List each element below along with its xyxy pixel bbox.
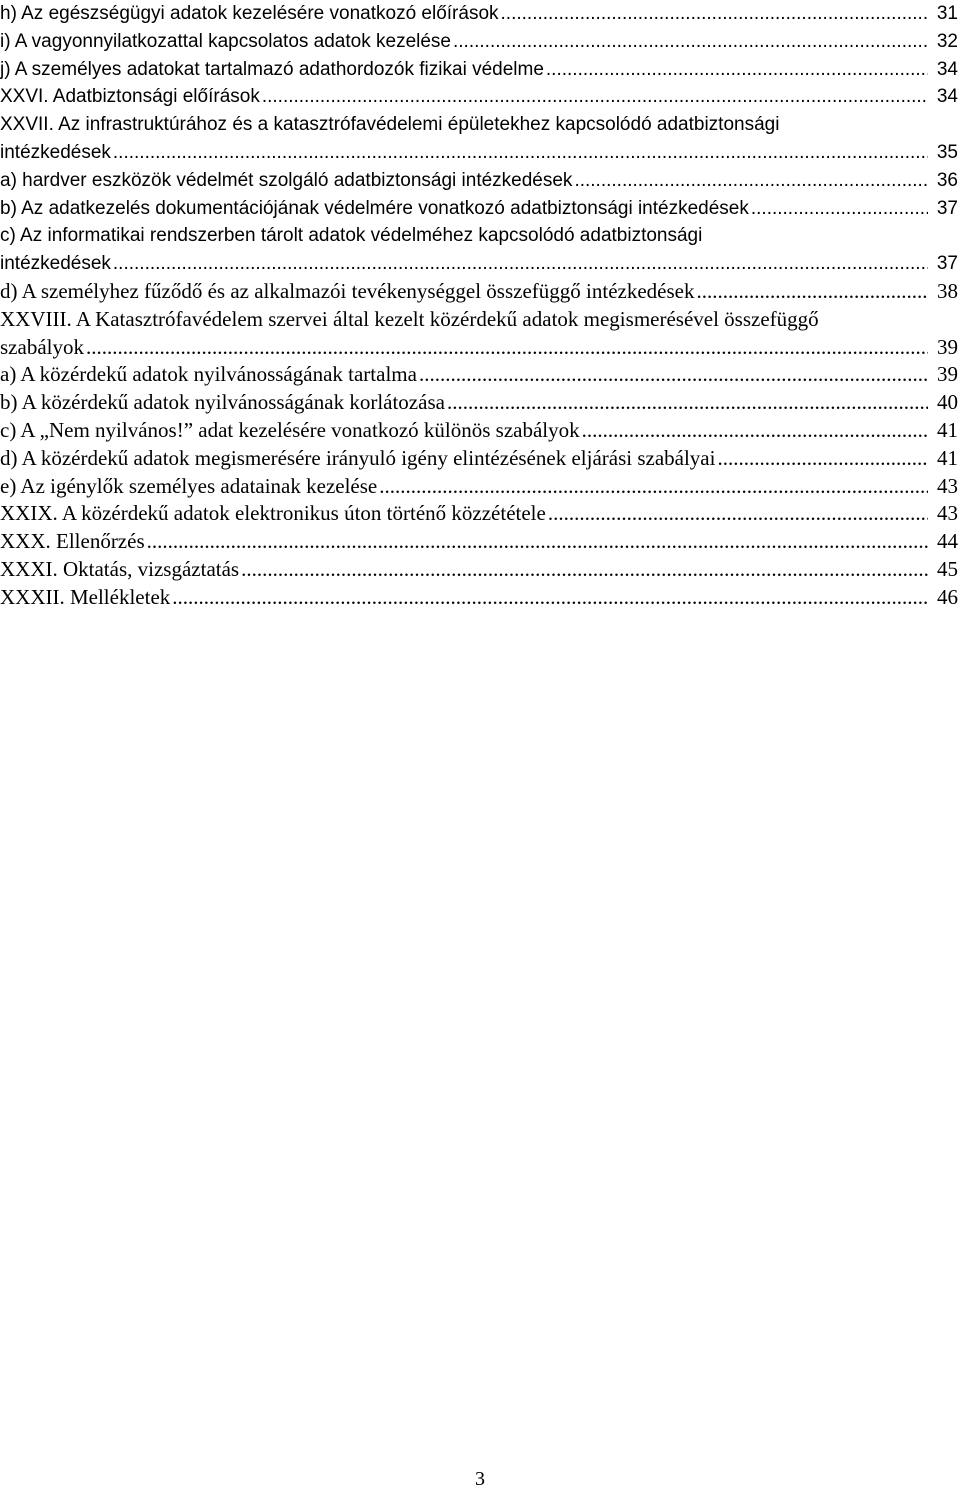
toc-entry-title-continued: intézkedések — [0, 141, 111, 163]
toc-entry-page: 44 — [937, 529, 958, 554]
toc-leader-dots — [262, 83, 928, 111]
toc-entry[interactable] — [0, 111, 960, 167]
toc-entry-title: XXVII. Az infrastruktúrához és a katasztrófavédelemi épületekhez kapcsolódó adatbiztonsági — [0, 114, 780, 136]
page-number: 3 — [475, 1468, 485, 1490]
toc-entry[interactable] — [0, 56, 960, 84]
toc-entry-page: 37 — [936, 253, 958, 275]
toc-leader-dots — [546, 56, 928, 84]
toc-leader-dots — [147, 528, 928, 556]
toc-entry-title: j) A személyes adatokat tartalmazó adathordozók fizikai védelme — [0, 58, 544, 80]
toc-leader-dots — [751, 195, 928, 223]
toc-entry-title: XXVIII. A Katasztrófavédelem szervei által kezelt közérdekű adatok megismerésével összefüggő — [0, 306, 819, 331]
toc-entry-page: 43 — [937, 473, 958, 498]
toc-entry[interactable] — [0, 445, 960, 473]
toc-leader-dots — [379, 473, 928, 501]
toc-entry-title: b) A közérdekű adatok nyilvánosságának korlátozása — [0, 390, 445, 415]
toc-entry-title-continued: szabályok — [0, 334, 84, 359]
toc-entry[interactable] — [0, 417, 960, 445]
toc-entry-page: 41 — [937, 417, 958, 442]
toc-entry-page: 40 — [937, 390, 958, 415]
toc-entry[interactable] — [0, 28, 960, 56]
toc-entry-title: XXX. Ellenőrzés — [0, 529, 145, 554]
toc-entry-page: 31 — [936, 3, 958, 24]
toc-leader-dots — [574, 167, 928, 195]
toc-entry-page: 35 — [936, 141, 958, 163]
toc-entry[interactable] — [0, 167, 960, 195]
toc-entry-line — [0, 334, 960, 362]
toc-entry-page: 34 — [936, 86, 958, 108]
toc-entry[interactable] — [0, 306, 960, 362]
toc-entry-title: b) Az adatkezelés dokumentációjának védelmére vonatkozó adatbiztonsági intézkedések — [0, 197, 749, 219]
toc-leader-dots — [113, 250, 928, 278]
toc-entry[interactable] — [0, 473, 960, 501]
toc-entry-title: a) A közérdekű adatok nyilvánosságának tartalma — [0, 362, 417, 387]
toc-leader-dots — [582, 417, 928, 445]
toc-leader-dots — [172, 584, 928, 612]
toc-entry-page: 41 — [937, 445, 958, 470]
toc-entry[interactable] — [0, 83, 960, 111]
toc-entry-title: a) hardver eszközök védelmét szolgáló adatbiztonsági intézkedések — [0, 169, 573, 191]
toc-entry[interactable] — [0, 195, 960, 223]
toc-entry[interactable] — [0, 389, 960, 417]
toc-entry-line — [0, 306, 960, 334]
toc-entry-title: c) Az informatikai rendszerben tárolt adatok védelméhez kapcsolódó adatbiztonsági — [0, 225, 703, 247]
toc-leader-dots — [419, 361, 928, 389]
toc-leader-dots — [453, 28, 928, 56]
toc-entry-title: d) A közérdekű adatok megismerésére irányuló igény elintézésének eljárási szabályai — [0, 445, 716, 470]
toc-entry-title: XXXII. Mellékletek — [0, 584, 171, 609]
toc-entry-title: XXVI. Adatbiztonsági előírások — [0, 86, 260, 108]
toc-entry-title: i) A vagyonnyilatkozattal kapcsolatos adatok kezelése — [0, 30, 451, 52]
table-of-contents — [0, 0, 960, 612]
toc-leader-dots — [86, 334, 928, 362]
toc-entry-page: 39 — [937, 334, 958, 359]
toc-leader-dots — [241, 556, 928, 584]
toc-entry[interactable] — [0, 222, 960, 278]
toc-leader-dots — [447, 389, 928, 417]
toc-leader-dots — [113, 139, 928, 167]
toc-entry-line — [0, 111, 960, 139]
toc-leader-dots — [717, 445, 928, 473]
toc-entry[interactable] — [0, 556, 960, 584]
toc-entry[interactable] — [0, 528, 960, 556]
toc-entry-page: 37 — [936, 197, 958, 219]
toc-entry[interactable] — [0, 500, 960, 528]
toc-entry-page: 45 — [937, 556, 958, 581]
toc-entry-title: e) Az igénylők személyes adatainak kezelése — [0, 473, 378, 498]
toc-entry-title: d) A személyhez fűződő és az alkalmazói tevékenységgel összefüggő intézkedések — [0, 278, 695, 303]
toc-entry-page: 34 — [936, 58, 958, 80]
toc-entry[interactable] — [0, 361, 960, 389]
toc-entry-page: 46 — [937, 584, 958, 609]
toc-entry-page: 32 — [936, 30, 958, 52]
toc-entry-line — [0, 139, 960, 167]
toc-entry-line — [0, 222, 960, 250]
toc-entry-title: c) A „Nem nyilvános!” adat kezelésére vonatkozó különös szabályok — [0, 417, 580, 442]
toc-entry-page: 38 — [937, 278, 958, 303]
toc-entry-line — [0, 250, 960, 278]
toc-entry-title-continued: intézkedések — [0, 253, 111, 275]
toc-entry-page: 36 — [936, 169, 958, 191]
toc-entry-page: 39 — [937, 362, 958, 387]
toc-entry-title: h) Az egészségügyi adatok kezelésére vonatkozó előírások — [0, 3, 499, 24]
toc-entry[interactable] — [0, 0, 960, 28]
toc-entry-title: XXXI. Oktatás, vizsgáztatás — [0, 556, 240, 581]
toc-leader-dots — [696, 278, 928, 306]
toc-leader-dots — [548, 500, 928, 528]
toc-entry[interactable] — [0, 584, 960, 612]
toc-leader-dots — [501, 0, 928, 28]
toc-entry-title: XXIX. A közérdekű adatok elektronikus úton történő közzététele — [0, 501, 546, 526]
toc-entry-page: 43 — [937, 501, 958, 526]
toc-entry[interactable] — [0, 278, 960, 306]
